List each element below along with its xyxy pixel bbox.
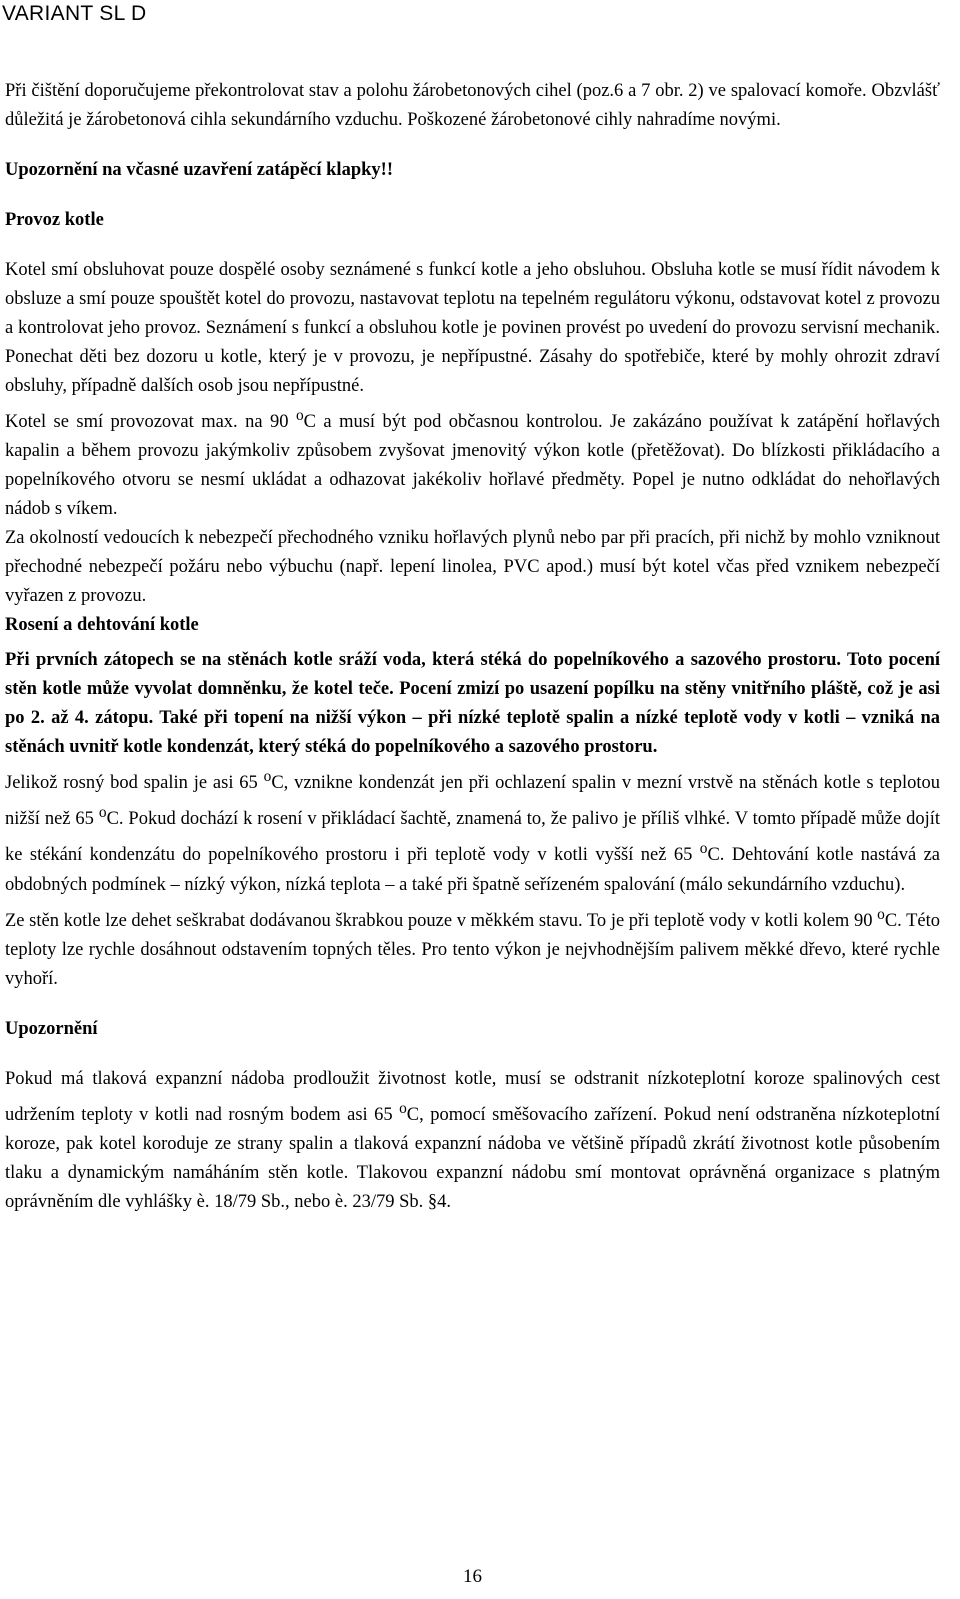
notice-heading: Upozornění (5, 1018, 98, 1039)
degree-superscript: o (98, 804, 107, 822)
cleaning-paragraph: Při čištění doporučujeme překontrolovat stav a polohu žárobetonových cihel (poz.6 a 7 obr. 2) ve spalovací komoře. Obzvlášť důležitá je žárobetonová cihla sekundárního vzduchu. Poškozené žárobetonové cihly nahradíme novými. (5, 81, 940, 130)
notice-paragraph: Pokud má tlaková expanzní nádoba prodloužit životnost kotle, musí se odstranit nízkoteplotní koroze spalinových cest udržením teploty v kotli nad rosným bodem asi 65 $^o$C, pomocí směšovacího zařízení. Pokud není odstraněna nízkoteplotní koroze, pak kotel koroduje ze strany spalin a tlaková expanzní nádoba ve většině případů zkrátí životnost kotle působením tlaku a dynamickým namáháním stěn kotle. Tlakovou expanzní nádobu smí montovat oprávněná organizace s platným oprávněním dle vyhlášky è. 18/79 Sb., nebo è. 23/79 Sb. §4. (5, 1068, 940, 1212)
condensation-paragraph-2: Ze stěn kotle lze dehet seškrabat dodávanou škrabkou pouze v měkkém stavu. To je při teplotě vody v kotli kolem 90 $^o$C. Této teploty lze rychle dosáhnout odstavením topných těles. Pro tento výkon je nejvhodnějším palivem měkké dřevo, které rychle vyhoří. (5, 905, 940, 989)
operation-paragraph-1: Kotel smí obsluhovat pouze dospělé osoby seznámené s funkcí kotle a jeho obsluhou. Obsluha kotle se musí řídit návodem k obsluze a smí pouze spouštět kotel do provozu, nastavovat teplotu na tepelném regulátoru výkonu, odstavovat kotel z provozu a kontrolovat jeho provoz. Seznámení s funkcí a obsluhou kotle je povinen provést po uvedení do provozu servisní mechanik. Ponechat děti bez dozoru u kotle, který je v provozu, je nepřípustné. Zásahy do spotřebiče, které by mohly ohrozit zdraví obsluhy, případně dalších osob jsou nepřípustné. (5, 260, 940, 396)
condensation-bold-paragraph: Při prvních zátopech se na stěnách kotle sráží voda, která stéká do popelníkového a sazového prostoru. Toto pocení stěn kotle může vyvolat domněnku, že kotel teče. Pocení zmizí po usazení popílku na stěny vnitřního pláště, což je asi po 2. až 4. zátopu. Také při topení na nižší výkon – při nízké teplotě spalin a nízké teplotě vody v kotli – vzniká na stěnách uvnitř kotle kondenzát, který stéká do popelníkového a sazového prostoru. (5, 650, 940, 758)
operation-paragraph-2: Kotel se smí provozovat max. na 90 $^o$C a musí být pod občasnou kontrolou. Je zakázáno používat k zatápění hořlavých kapalin a během provozu jakýmkoliv způsobem zvyšovat jmenovitý výkon kotle (přetěžovat). Do blízkosti přikládacího a popelníkového otvoru se nesmí ukládat a odhazovat jakékoliv hořlavé předměty. Popel je nutno odkládat do nehořlavých nádob s víkem. (5, 407, 940, 520)
document-body (5, 77, 940, 1217)
operation-heading: Provoz kotle (5, 210, 104, 230)
degree-superscript: o (295, 407, 304, 424)
degree-superscript: o (263, 768, 272, 786)
degree-superscript: o (399, 1099, 407, 1117)
page-number: 16 (463, 1566, 482, 1587)
operation-paragraph-3: Za okolností vedoucích k nebezpečí přechodného vzniku hořlavých plynů nebo par při pracích, při nichž by mohlo vzniknout přechodné nebezpečí požáru nebo výbuchu (např. lepení linolea, PVC apod.) musí být kotel včas před vznikem nebezpečí vyřazen z provozu. (5, 528, 940, 607)
damper-warning-heading: Upozornění na včasné uzavření zatápěcí klapky!! (5, 160, 393, 180)
degree-superscript: o (877, 905, 885, 923)
condensation-heading: Rosení a dehtování kotle (5, 615, 199, 636)
degree-superscript: o (699, 840, 708, 858)
running-header: VARIANT SL D (2, 2, 147, 25)
condensation-paragraph-1: Jelikož rosný bod spalin je asi 65 $^o$C, vznikne kondenzát jen při ochlazení spalin v mezní vrstvě na stěnách kotle s teplotou nižší než 65 $^o$C. Pokud dochází k rosení v přikládací šachtě, znamená to, že palivo je příliš vlhké. V tomto případě může dojít ke stékání kondenzátu do popelníkového prostoru i při teplotě vody v kotli vyšší než 65 $^o$C. Dehtování kotle nastává za obdobných podmínek – nízký výkon, nízká teplota – a také při špatně seřízeném spalování (málo sekundárního vzduchu). (5, 768, 940, 895)
